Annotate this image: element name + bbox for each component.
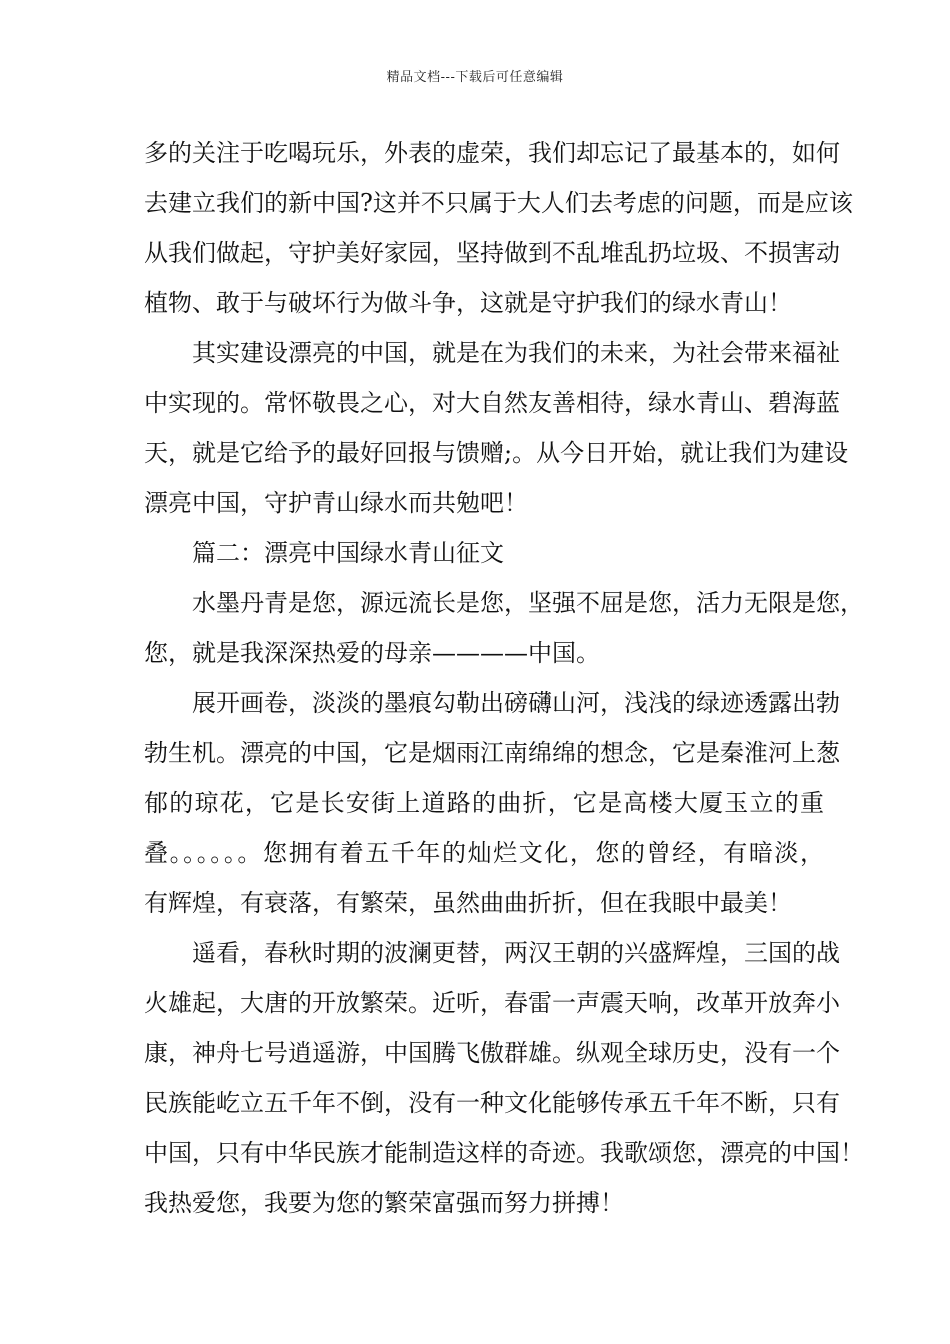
text-line: 叠。。。。。。您拥有着五千年的灿烂文化，您的曾经，有暗淡，	[144, 839, 824, 867]
text-line: 天，就是它给予的最好回报与馈赠;。从今日开始，就让我们为建设	[144, 439, 849, 467]
section-heading: 篇二：漂亮中国绿水青山征文	[192, 539, 504, 567]
text-line: 中国，只有中华民族才能制造这样的奇迹。我歌颂您，漂亮的中国！	[144, 1139, 864, 1167]
document-body	[144, 128, 864, 1228]
text-line: 您，就是我深深热爱的母亲————中国。	[144, 639, 600, 667]
text-line: 植物、敢于与破坏行为做斗争，这就是守护我们的绿水青山！	[144, 289, 792, 317]
text-line: 中实现的。常怀敬畏之心，对大自然友善相待，绿水青山、碧海蓝	[144, 389, 840, 417]
text-line: 遥看，春秋时期的波澜更替，两汉王朝的兴盛辉煌，三国的战	[192, 939, 840, 967]
text-line: 水墨丹青是您，源远流长是您，坚强不屈是您，活力无限是您，	[192, 589, 864, 617]
text-line: 去建立我们的新中国?这并不只属于大人们去考虑的问题，而是应该	[144, 189, 853, 217]
text-line: 其实建设漂亮的中国，就是在为我们的未来，为社会带来福祉	[192, 339, 840, 367]
text-line: 我热爱您，我要为您的繁荣富强而努力拼搏！	[144, 1189, 624, 1217]
text-line: 火雄起，大唐的开放繁荣。近听，春雷一声震天响，改革开放奔小	[144, 989, 840, 1017]
text-line: 勃生机。漂亮的中国，它是烟雨江南绵绵的想念，它是秦淮河上葱	[144, 739, 840, 767]
text-line: 康，神舟七号逍遥游，中国腾飞傲群雄。纵观全球历史，没有一个	[144, 1039, 840, 1067]
text-line: 民族能屹立五千年不倒，没有一种文化能够传承五千年不断，只有	[144, 1089, 840, 1117]
text-line: 有辉煌，有衰落，有繁荣，虽然曲曲折折，但在我眼中最美！	[144, 889, 792, 917]
text-line: 郁的琼花，它是长安街上道路的曲折，它是高楼大厦玉立的重	[144, 789, 824, 817]
text-line: 展开画卷，淡淡的墨痕勾勒出磅礴山河，浅浅的绿迹透露出勃	[192, 689, 840, 717]
text-line: 漂亮中国，守护青山绿水而共勉吧！	[144, 489, 528, 517]
text-line: 多的关注于吃喝玩乐，外表的虚荣，我们却忘记了最基本的，如何	[144, 139, 840, 167]
page-header: 精品文档---下载后可任意编辑	[386, 70, 564, 85]
text-line: 从我们做起，守护美好家园，坚持做到不乱堆乱扔垃圾、不损害动	[144, 239, 840, 267]
